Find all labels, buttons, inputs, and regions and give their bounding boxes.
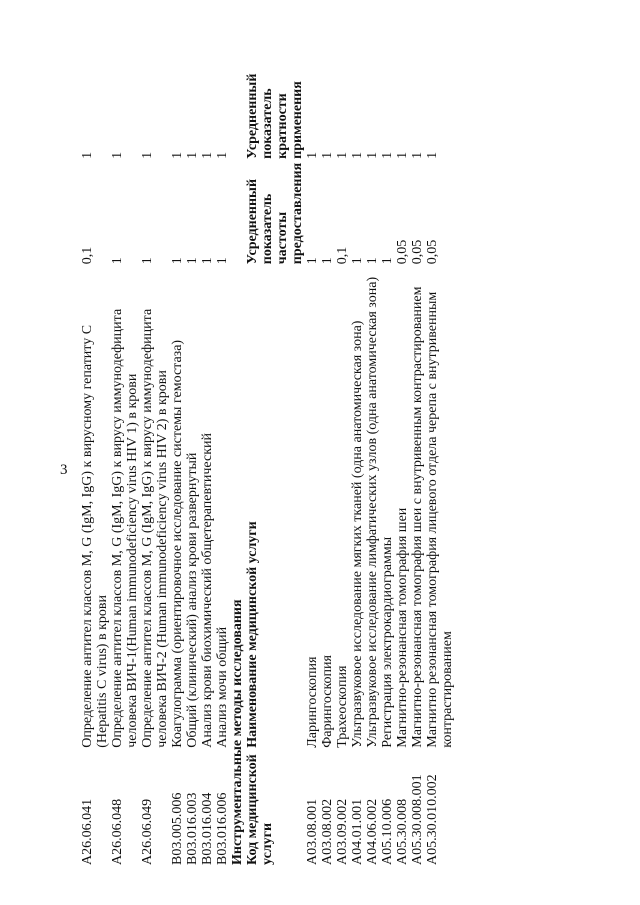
- service-code: A05.30.008.001: [410, 774, 425, 865]
- service-name: Ультразвуковое исследование лимфатических узлов (одна анатомическая зона): [365, 276, 380, 748]
- frequency-value: 1: [380, 257, 395, 265]
- frequency-value: 1: [140, 257, 155, 265]
- service-name: Ларингоскопия: [305, 656, 320, 748]
- multiplicity-value: 1: [215, 151, 230, 159]
- table-row: [350, 65, 365, 865]
- multiplicity-value: 1: [140, 151, 155, 159]
- service-name: Определение антител классов M, G (IgM, IgG) к вирусному гепатиту C (Hepatitis C virus) в крови: [80, 324, 110, 748]
- service-name: Анализ крови биохимический общетерапевтический: [200, 433, 215, 748]
- service-name: Определение антител классов M, G (IgM, IgG) к вирусу иммунодефицита человека ВИЧ-2 (Human immunodeficiency virus HIV 2) в крови: [140, 308, 170, 748]
- service-name: Регистрация электрокардиограммы: [380, 536, 395, 748]
- table-row: [425, 65, 455, 865]
- table-row: [170, 65, 185, 865]
- service-code: A05.30.008: [395, 798, 410, 865]
- frequency-value: 0,05: [410, 239, 425, 265]
- service-code: A05.10.006: [380, 798, 395, 865]
- service-code: B03.016.004: [200, 792, 215, 865]
- service-code: A03.09.002: [335, 798, 350, 865]
- multiplicity-value: 1: [185, 151, 200, 159]
- frequency-value: 1: [200, 257, 215, 265]
- table-row: [320, 65, 335, 865]
- service-name: Коагулограмма (ориентировочное исследование системы гемостаза): [170, 339, 185, 748]
- service-name: Трахеоскопия: [335, 665, 350, 748]
- service-code: A05.30.010.002: [425, 774, 440, 865]
- service-name: Анализ мочи общий: [215, 626, 230, 748]
- service-code: B03.016.006: [215, 792, 230, 865]
- service-name: Магнитно-резонансная томография шеи с внутривенным контрастированием: [410, 286, 425, 748]
- services-table: [80, 65, 455, 865]
- frequency-value: 0,1: [80, 246, 95, 265]
- section-title: Инструментальные методы исследования: [230, 599, 245, 865]
- frequency-value: 1: [110, 257, 125, 265]
- multiplicity-value: 1: [110, 151, 125, 159]
- frequency-value: 1: [170, 257, 185, 265]
- service-code: B03.005.006: [170, 792, 185, 865]
- service-code: A03.08.001: [305, 798, 320, 865]
- service-code: A26.06.049: [140, 798, 155, 865]
- section-heading-row: [230, 65, 245, 865]
- table-row: [185, 65, 200, 865]
- rotated-page-content: [80, 65, 640, 865]
- multiplicity-value: 1: [425, 151, 440, 159]
- table-row: [200, 65, 215, 865]
- service-code: B03.016.003: [185, 792, 200, 865]
- service-code: A26.06.041: [80, 798, 95, 865]
- frequency-value: 1: [320, 257, 335, 265]
- table-row: [140, 65, 170, 865]
- service-name: Магнитно резонансная томография лицевого отдела черепа с внутривенным контрастированием: [425, 291, 455, 748]
- frequency-value: 1: [185, 257, 200, 265]
- header-multiplicity: Усредненный показатель кратности применения: [245, 73, 305, 159]
- table-row: [305, 65, 320, 865]
- frequency-value: 1: [215, 257, 230, 265]
- multiplicity-value: 1: [320, 151, 335, 159]
- service-name: Общий (клинический) анализ крови развернутый: [185, 452, 200, 748]
- multiplicity-value: 1: [80, 151, 95, 159]
- table-row: [80, 65, 110, 865]
- table-row: [365, 65, 380, 865]
- service-code: A26.06.048: [110, 798, 125, 865]
- table-header-row: [245, 65, 305, 865]
- table-row: [410, 65, 425, 865]
- table-row: [110, 65, 140, 865]
- multiplicity-value: 1: [380, 151, 395, 159]
- service-name: Определение антител классов M, G (IgM, IgG) к вирусу иммунодефицита человека ВИЧ-1(Human immunodeficiency virus HIV 1) в крови: [110, 308, 140, 748]
- service-code: A04.01.001: [350, 798, 365, 865]
- multiplicity-value: 1: [410, 151, 425, 159]
- frequency-value: 0,1: [335, 246, 350, 265]
- table-row: [215, 65, 230, 865]
- frequency-value: 0,05: [395, 239, 410, 265]
- frequency-value: 0,05: [425, 239, 440, 265]
- multiplicity-value: 1: [335, 151, 350, 159]
- service-code: A04.06.002: [365, 798, 380, 865]
- table-row: [395, 65, 410, 865]
- multiplicity-value: 1: [395, 151, 410, 159]
- multiplicity-value: 1: [350, 151, 365, 159]
- frequency-value: 1: [350, 257, 365, 265]
- frequency-value: 1: [305, 257, 320, 265]
- service-name: Ультразвуковое исследование мягких тканей (одна анатомическая зона): [350, 320, 365, 748]
- table-row: [335, 65, 350, 865]
- frequency-value: 1: [365, 257, 380, 265]
- multiplicity-value: 1: [305, 151, 320, 159]
- service-name: Фарингоскопия: [320, 655, 335, 748]
- service-name: Магнитно-резонансная томография шеи: [395, 507, 410, 748]
- table-row: [380, 65, 395, 865]
- multiplicity-value: 1: [170, 151, 185, 159]
- header-frequency: Усредненный показатель частоты предоставления: [245, 162, 305, 265]
- page-number: 3: [60, 462, 68, 478]
- header-name: Наименование медицинской услуги: [245, 521, 260, 748]
- multiplicity-value: 1: [200, 151, 215, 159]
- multiplicity-value: 1: [365, 151, 380, 159]
- header-code: Код медицинской услуги: [245, 754, 275, 865]
- service-code: A03.08.002: [320, 798, 335, 865]
